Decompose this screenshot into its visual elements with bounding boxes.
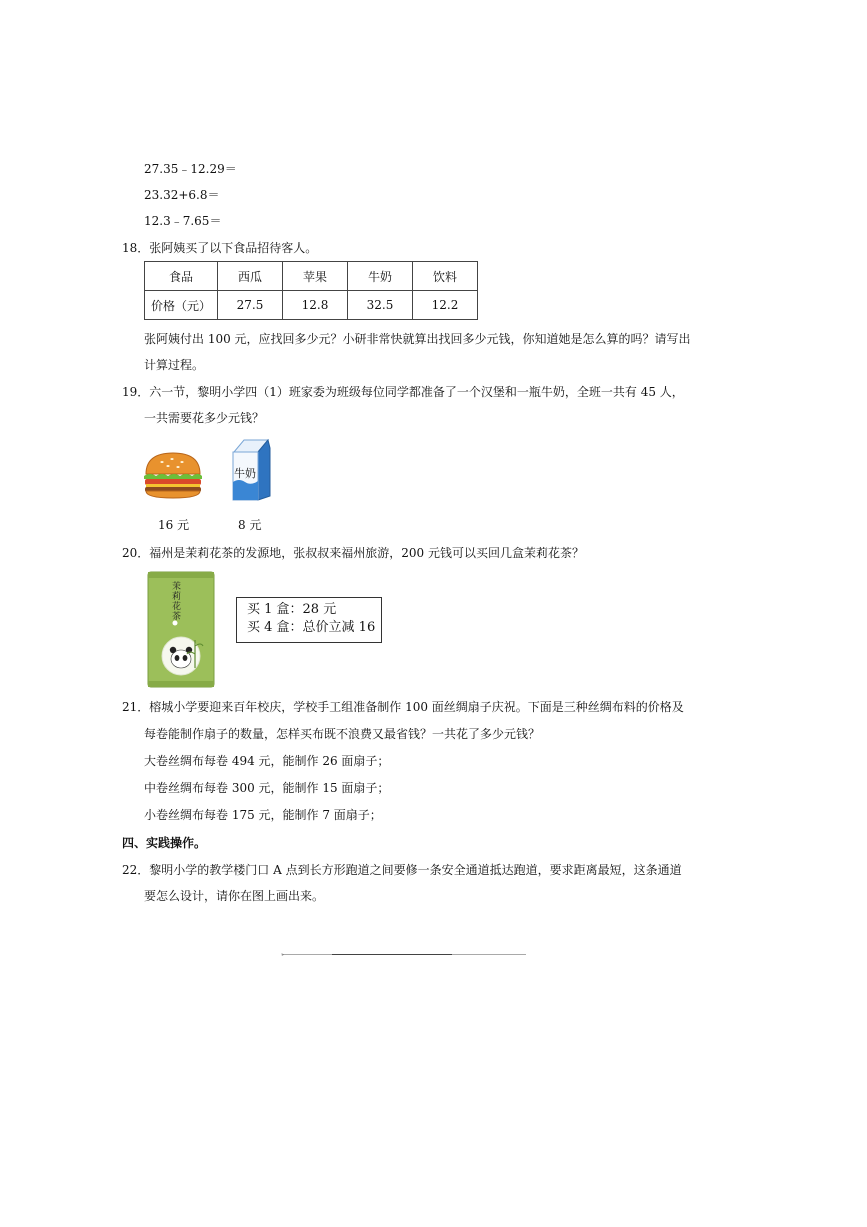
- table-cell: 价格（元）: [145, 291, 218, 320]
- calc-line-3: 12.3﹣7.65＝: [144, 214, 222, 228]
- silk-small-roll: 小卷丝绸布每卷 175 元，能制作 7 面扇子；: [144, 808, 382, 822]
- milk-price-label: 8 元: [238, 518, 262, 532]
- offer-four-boxes: 买 4 盒：总价立减 16: [247, 620, 376, 635]
- hamburger-icon: [142, 450, 204, 500]
- table-row: [145, 262, 478, 291]
- table-row: [145, 291, 478, 320]
- section-4-title: 四、实践操作。: [122, 836, 207, 850]
- question-21-text-1: 21．榕城小学要迎来百年校庆，学校手工组准备制作 100 面丝绸扇子庆祝。下面是三种丝绸布料的价格及: [122, 700, 684, 714]
- question-21-text-2: 每卷能制作扇子的数量，怎样买布既不浪费又最省钱？一共花了多少元钱？: [144, 727, 541, 741]
- calc-line-2: 23.32+6.8＝: [144, 188, 220, 202]
- silk-large-roll: 大卷丝绸布每卷 494 元，能制作 26 面扇子；: [144, 754, 390, 768]
- question-22-text-2: 要怎么设计，请你在图上画出来。: [144, 889, 325, 903]
- question-20-text: 20．福州是茉莉花茶的发源地，张叔叔来福州旅游，200 元钱可以买回几盒茉莉花茶？: [122, 546, 584, 560]
- question-18-follow-1: 张阿姨付出 100 元，应找回多少元？小研非常快就算出找回多少元钱，你知道她是怎么算的吗？请写出: [144, 332, 691, 346]
- table-cell: 32.5: [348, 291, 413, 320]
- question-19-text-1: 19．六一节，黎明小学四（1）班家委为班级每位同学都准备了一个汉堡和一瓶牛奶，全班一共有 45 人，: [122, 385, 684, 399]
- calc-line-1: 27.35﹣12.29＝: [144, 162, 237, 176]
- question-18-follow-2: 计算过程。: [144, 358, 205, 372]
- silk-medium-roll: 中卷丝绸布每卷 300 元，能制作 15 面扇子；: [144, 781, 390, 795]
- table-cell: 27.5: [218, 291, 283, 320]
- question-18-text: 18．张阿姨买了以下食品招待客人。: [122, 241, 318, 255]
- table-cell: 食品: [145, 262, 218, 291]
- burger-price-label: 16 元: [158, 518, 190, 532]
- offer-single-box: 买 1 盒：28 元: [247, 602, 337, 617]
- question-22-text-1: 22．黎明小学的教学楼门口 A 点到长方形跑道之间要修一条安全通道抵达跑道，要求距离最短，这条通道: [122, 863, 682, 877]
- baseline-divider: [160, 953, 648, 956]
- table-cell: 饮料: [413, 262, 478, 291]
- milk-carton-label: 牛奶: [234, 467, 256, 480]
- price-offer-box: [236, 597, 382, 643]
- table-cell: 苹果: [283, 262, 348, 291]
- question-19-text-2: 一共需要花多少元钱？: [144, 411, 265, 425]
- table-cell: 12.8: [283, 291, 348, 320]
- table-cell: 牛奶: [348, 262, 413, 291]
- price-table: [144, 261, 478, 320]
- tea-tin-text: 茉莉花茶: [172, 582, 182, 622]
- table-cell: 12.2: [413, 291, 478, 320]
- table-cell: 西瓜: [218, 262, 283, 291]
